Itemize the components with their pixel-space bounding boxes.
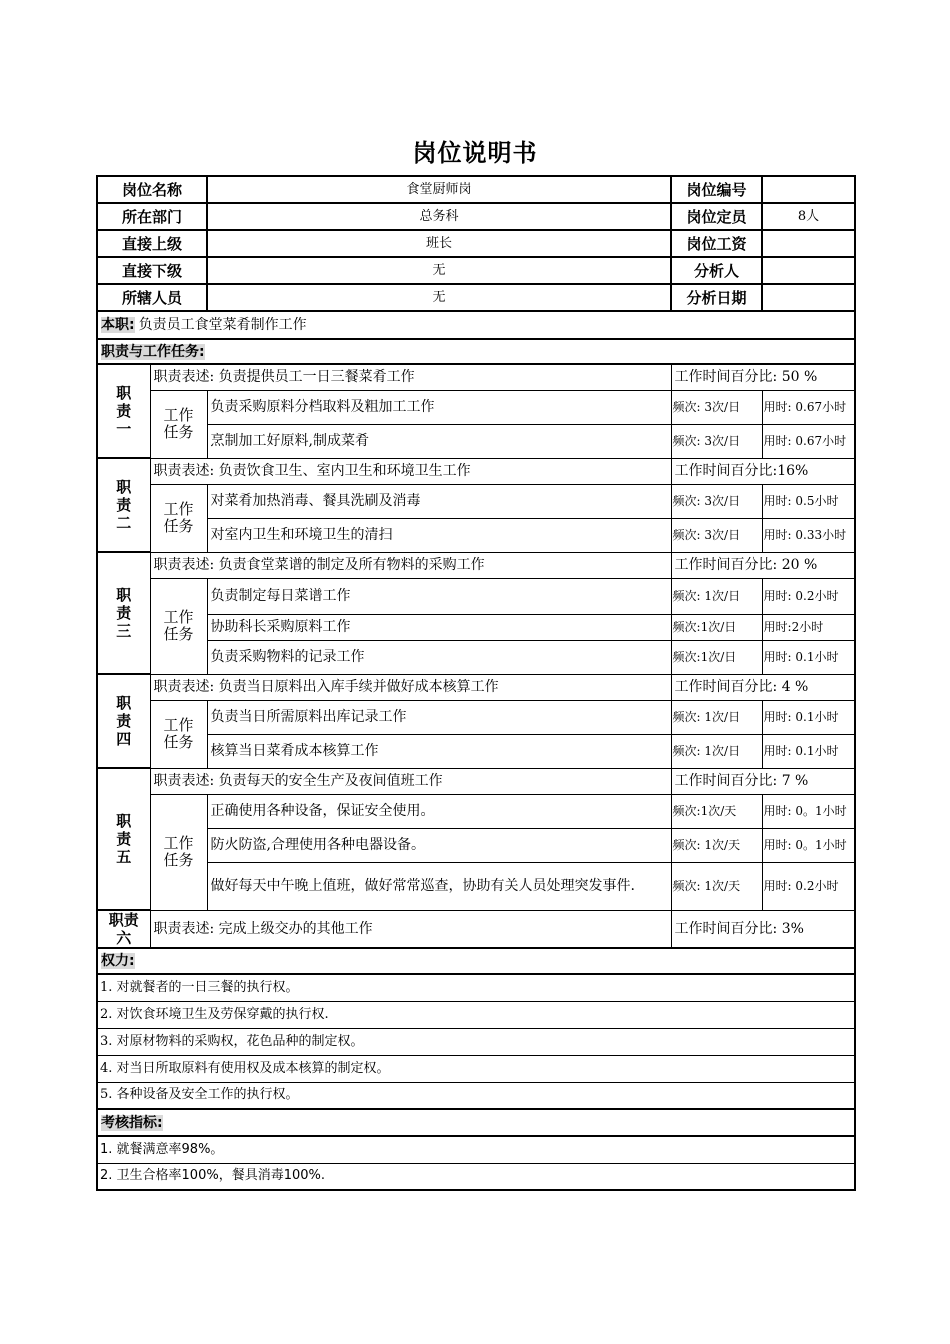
task-duration: 用时: 0.67小时: [762, 424, 855, 458]
task-text: 负责采购物料的记录工作: [207, 640, 671, 674]
task-frequency: 频次: 1次/日: [671, 700, 762, 734]
basic-info-row: [97, 176, 855, 203]
task-text: 负责采购原料分档取料及粗加工工作: [207, 390, 671, 424]
work-task-label: 工作 任务: [150, 700, 207, 768]
duty-desc-row: [97, 910, 855, 948]
duty-task-row: [97, 484, 855, 518]
duty-desc-row: [97, 768, 855, 794]
task-duration: 用时: 0。1小时: [762, 794, 855, 828]
main-duty-label: 本职:: [101, 317, 135, 333]
field-label: 分析人: [671, 257, 762, 284]
task-text: 正确使用各种设备，保证安全使用。: [207, 794, 671, 828]
powers-header-label: 权力:: [101, 953, 135, 969]
duty-label: 职责 六: [97, 910, 150, 948]
kpi-item-row: [97, 1136, 855, 1163]
power-item: 1. 对就餐者的一日三餐的执行权。: [97, 974, 855, 1001]
task-frequency: 频次:1次/天: [671, 794, 762, 828]
duty-time-percent: 工作时间百分比: 20 %: [671, 552, 855, 578]
duty-desc-row: [97, 458, 855, 484]
field-value: 8人: [762, 203, 855, 230]
duty-label: 职 责 二: [97, 458, 150, 552]
duty-task-row: [97, 640, 855, 674]
duty-desc-row: [97, 674, 855, 700]
duty-desc-row: [97, 552, 855, 578]
field-value: [762, 257, 855, 284]
task-duration: 用时: 0.1小时: [762, 640, 855, 674]
task-text: 对室内卫生和环境卫生的清扫: [207, 518, 671, 552]
main-duty-text: 负责员工食堂菜肴制作工作: [138, 317, 307, 333]
field-label: 岗位名称: [97, 176, 207, 203]
main-duty-row: [97, 311, 855, 339]
field-label: 岗位定员: [671, 203, 762, 230]
work-task-label: 工作 任务: [150, 390, 207, 458]
power-item: 2. 对饮食环境卫生及劳保穿戴的执行权.: [97, 1001, 855, 1028]
duty-task-row: [97, 390, 855, 424]
field-value: 班长: [207, 230, 671, 257]
task-duration: 用时:2小时: [762, 614, 855, 640]
power-item-row: [97, 1055, 855, 1082]
work-task-label: 工作 任务: [150, 794, 207, 910]
field-value: [762, 176, 855, 203]
duty-time-percent: 工作时间百分比: 50 %: [671, 364, 855, 390]
kpi-item: 2. 卫生合格率100%，餐具消毒100%.: [97, 1163, 855, 1190]
duty-description: 职责表述: 负责饮食卫生、室内卫生和环境卫生工作: [150, 458, 671, 484]
task-duration: 用时: 0.2小时: [762, 578, 855, 614]
duty-task-row: [97, 424, 855, 458]
main-duty: [97, 311, 855, 339]
task-frequency: 频次: 1次/日: [671, 578, 762, 614]
power-item-row: [97, 1028, 855, 1055]
power-item: 4. 对当日所取原料有使用权及成本核算的制定权。: [97, 1055, 855, 1082]
field-label: 分析日期: [671, 284, 762, 311]
field-value: 食堂厨师岗: [207, 176, 671, 203]
task-duration: 用时: 0.2小时: [762, 862, 855, 910]
power-item-row: [97, 974, 855, 1001]
duties-header: [97, 339, 855, 364]
task-text: 负责当日所需原料出库记录工作: [207, 700, 671, 734]
basic-info-row: [97, 257, 855, 284]
duty-description: 职责表述: 负责当日原料出入库手续并做好成本核算工作: [150, 674, 671, 700]
power-item-row: [97, 1001, 855, 1028]
task-duration: 用时: 0.67小时: [762, 390, 855, 424]
task-text: 核算当日菜肴成本核算工作: [207, 734, 671, 768]
field-label: 直接上级: [97, 230, 207, 257]
task-text: 对菜肴加热消毒、餐具洗刷及消毒: [207, 484, 671, 518]
field-label: 所辖人员: [97, 284, 207, 311]
job-description-table: [96, 175, 856, 1191]
duty-time-percent: 工作时间百分比:16%: [671, 458, 855, 484]
basic-info-row: [97, 230, 855, 257]
duty-task-row: [97, 828, 855, 862]
task-frequency: 频次:1次/日: [671, 640, 762, 674]
duty-time-percent: 工作时间百分比: 3%: [671, 910, 855, 948]
duty-time-percent: 工作时间百分比: 7 %: [671, 768, 855, 794]
task-duration: 用时: 0.1小时: [762, 700, 855, 734]
duty-task-row: [97, 794, 855, 828]
duty-description: 职责表述: 完成上级交办的其他工作: [150, 910, 671, 948]
field-value: 总务科: [207, 203, 671, 230]
duty-description: 职责表述: 负责食堂菜谱的制定及所有物料的采购工作: [150, 552, 671, 578]
field-label: 岗位工资: [671, 230, 762, 257]
duties-header-label: 职责与工作任务:: [101, 343, 205, 360]
field-value: 无: [207, 257, 671, 284]
duty-task-row: [97, 862, 855, 910]
basic-info-row: [97, 284, 855, 311]
task-text: 负责制定每日菜谱工作: [207, 578, 671, 614]
kpi-header: [97, 1109, 855, 1136]
power-item-row: [97, 1082, 855, 1109]
duty-label: 职 责 四: [97, 674, 150, 768]
powers-header: [97, 948, 855, 974]
duty-label: 职 责 一: [97, 364, 150, 458]
duty-task-row: [97, 578, 855, 614]
task-frequency: 频次: 1次/天: [671, 862, 762, 910]
field-value: 无: [207, 284, 671, 311]
duty-desc-row: [97, 364, 855, 390]
duty-task-row: [97, 734, 855, 768]
duty-time-percent: 工作时间百分比: 4 %: [671, 674, 855, 700]
task-frequency: 频次: 1次/日: [671, 734, 762, 768]
field-value: [762, 284, 855, 311]
duty-description: 职责表述: 负责每天的安全生产及夜间值班工作: [150, 768, 671, 794]
kpi-item-row: [97, 1163, 855, 1190]
task-duration: 用时: 0.5小时: [762, 484, 855, 518]
task-text: 协助科长采购原料工作: [207, 614, 671, 640]
task-frequency: 频次: 3次/日: [671, 518, 762, 552]
kpi-header-label: 考核指标:: [101, 1114, 163, 1131]
page-title: 岗位说明书: [412, 139, 538, 167]
task-text: 烹制加工好原料,制成菜肴: [207, 424, 671, 458]
duty-task-row: [97, 518, 855, 552]
field-value: [762, 230, 855, 257]
basic-info-row: [97, 203, 855, 230]
task-frequency: 频次: 3次/日: [671, 484, 762, 518]
task-frequency: 频次:1次/日: [671, 614, 762, 640]
duty-task-row: [97, 614, 855, 640]
field-label: 岗位编号: [671, 176, 762, 203]
field-label: 所在部门: [97, 203, 207, 230]
duty-label: 职 责 五: [97, 768, 150, 910]
power-item: 5. 各种设备及安全工作的执行权。: [97, 1082, 855, 1109]
kpi-header-row: [97, 1109, 855, 1136]
task-text: 防火防盗,合理使用各种电器设备。: [207, 828, 671, 862]
task-frequency: 频次: 3次/日: [671, 390, 762, 424]
duty-task-row: [97, 700, 855, 734]
task-duration: 用时: 0.1小时: [762, 734, 855, 768]
powers-header-row: [97, 948, 855, 974]
work-task-label: 工作 任务: [150, 484, 207, 552]
duty-label: 职 责 三: [97, 552, 150, 674]
task-frequency: 频次: 1次/天: [671, 828, 762, 862]
task-text: 做好每天中午晚上值班，做好常常巡查，协助有关人员处理突发事件.: [207, 862, 671, 910]
work-task-label: 工作 任务: [150, 578, 207, 674]
kpi-item: 1. 就餐满意率98%。: [97, 1136, 855, 1163]
task-duration: 用时: 0.33小时: [762, 518, 855, 552]
field-label: 直接下级: [97, 257, 207, 284]
power-item: 3. 对原材物料的采购权，花色品种的制定权。: [97, 1028, 855, 1055]
task-frequency: 频次: 3次/日: [671, 424, 762, 458]
task-duration: 用时: 0。1小时: [762, 828, 855, 862]
duties-header-row: [97, 339, 855, 364]
duty-description: 职责表述: 负责提供员工一日三餐菜肴工作: [150, 364, 671, 390]
